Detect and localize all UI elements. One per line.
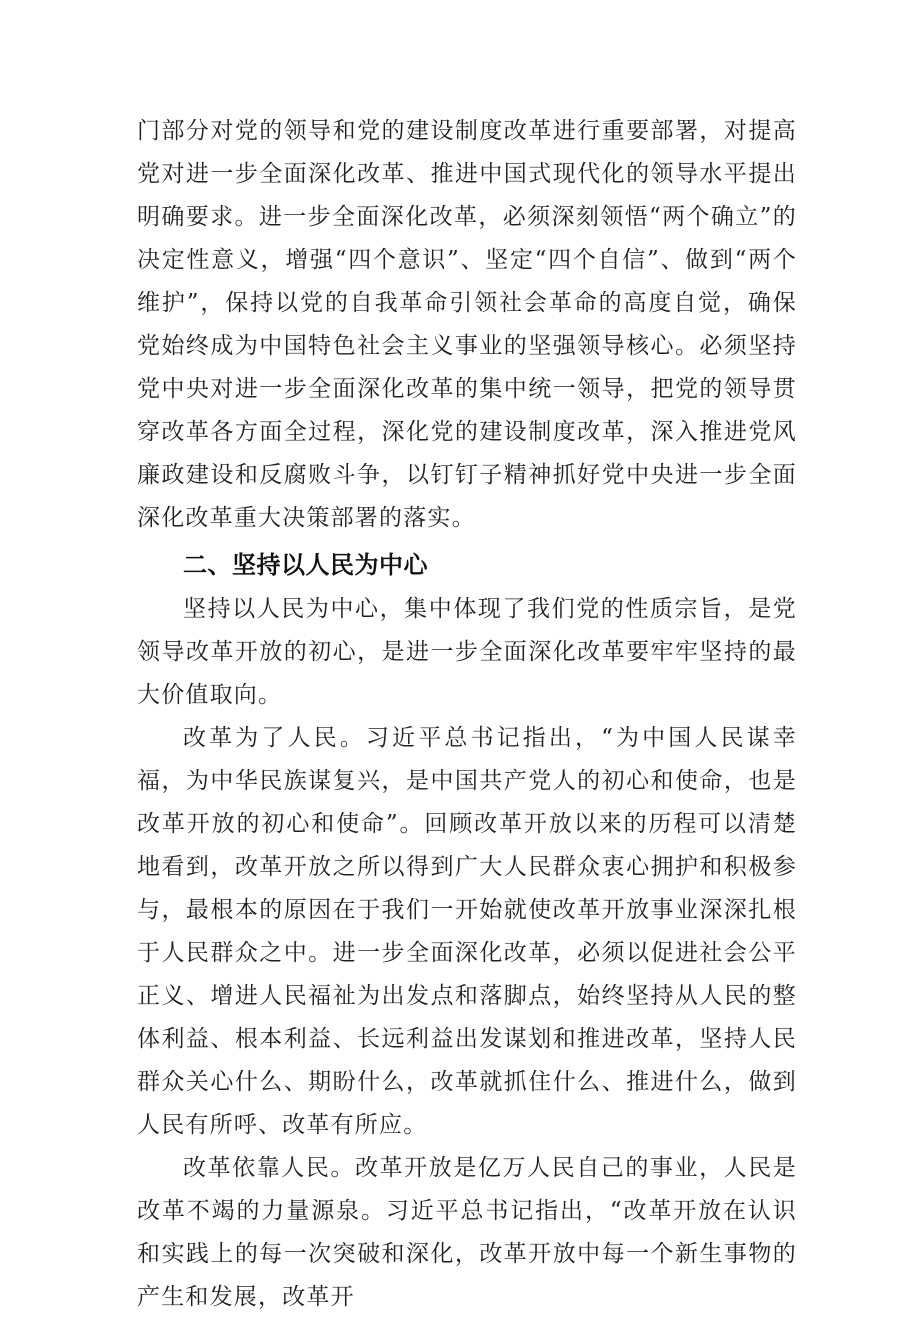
paragraph-reform-relies-on-people: 改革依靠人民。改革开放是亿万人民自己的事业，人民是改革不竭的力量源泉。习近平总书记指出，“改革开放在认识和实践上的每一次突破和深化，改革开放中每一个新生事物的产生和发展，改革开 [137, 1155, 797, 1310]
section-heading: 二、坚持以人民为中心 [183, 551, 428, 579]
paragraph-intro: 坚持以人民为中心，集中体现了我们党的性质宗旨，是党领导改革开放的初心，是进一步全面深化改革要牢牢坚持的最大价值取向。 [137, 596, 797, 708]
document-body [137, 110, 797, 1319]
paragraph-reform-for-people: 改革为了人民。习近平总书记指出，“为中国人民谋幸福，为中华民族谋复兴，是中国共产党人的初心和使命，也是改革开放的初心和使命”。回顾改革开放以来的历程可以清楚地看到，改革开放之所以得到广大人民群众衷心拥护和积极参与，最根本的原因在于我们一开始就使改革开放事业深深扎根于人民群众之中。进一步全面深化改革，必须以促进社会公平正义、增进人民福祉为出发点和落脚点，始终坚持从人民的整体利益、根本利益、长远利益出发谋划和推进改革，坚持人民群众关心什么、期盼什么，改革就抓住什么、推进什么，做到人民有所呼、改革有所应。 [137, 725, 797, 1138]
paragraph-continuation: 门部分对党的领导和党的建设制度改革进行重要部署，对提高党对进一步全面深化改革、推进中国式现代化的领导水平提出明确要求。进一步全面深化改革，必须深刻领悟“两个确立”的决定性意义，增强“四个意识”、坚定“四个自信”、做到“两个维护”，保持以党的自我革命引领社会革命的高度自觉，确保党始终成为中国特色社会主义事业的坚强领导核心。必须坚持党中央对进一步全面深化改革的集中统一领导，把党的领导贯穿改革各方面全过程，深化党的建设制度改革，深入推进党风廉政建设和反腐败斗争，以钉钉子精神抓好党中央进一步全面深化改革重大决策部署的落实。 [137, 118, 797, 531]
